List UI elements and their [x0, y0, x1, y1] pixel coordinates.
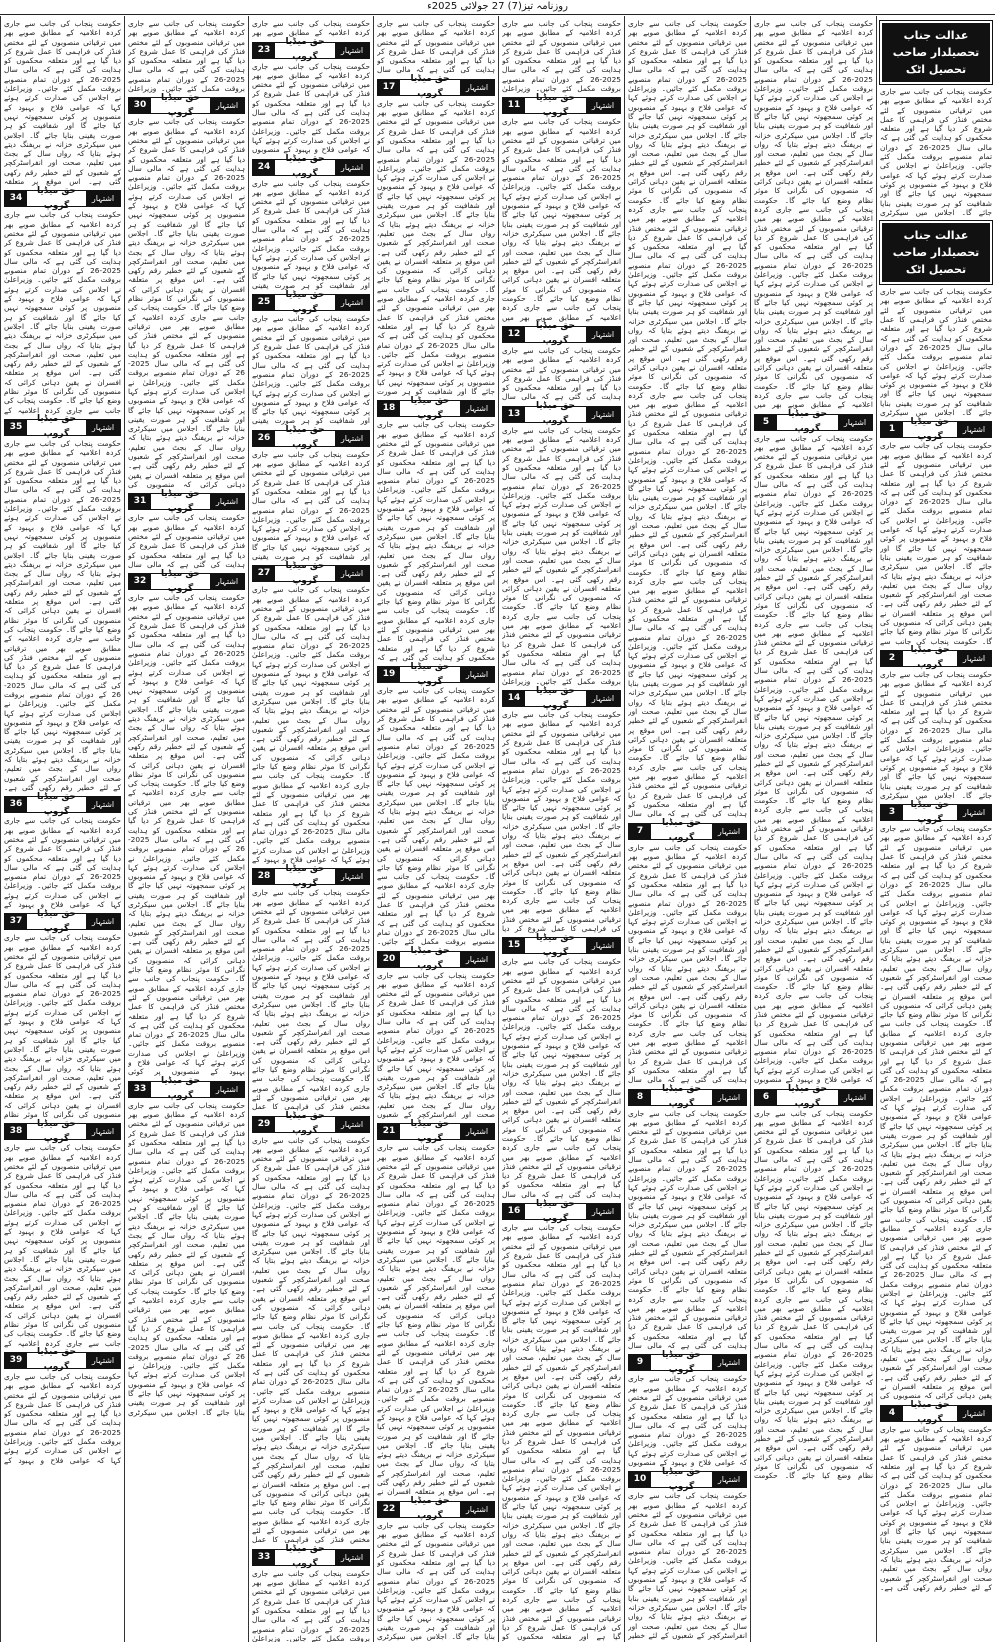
- ad-tag: اشتہار: [586, 407, 620, 422]
- ad-tag: اشتہار: [210, 1082, 244, 1097]
- article-text: حکومت پنجاب کی جانب سے جاری کردہ اعلامیہ کے مطابق صوبے بھر میں ترقیاتی منصوبوں کے لئے مختص فنڈز کی فراہمی کا عمل شروع کر دیا گیا ہے اور متعلقہ محکموں کو ہدایت کی گئی ہے کہ مالی سال 2025-26 کے دوران تمام منصوبے بروقت مکمل کئے جائیں۔ وزیراعلیٰ نے اجلاس کی صدارت کرتے ہوئے کہا کہ عوامی فلاح و بہبود کے منصوبوں پر کوئی سمجھوتہ نہیں کیا جائے گا اور شفافیت کو ہر صورت یقینی بنایا جائے گا۔ اجلاس میں سیکرٹری خزانہ نے بریفنگ دیتے ہوئے بتایا کہ رواں سال کے بجٹ میں تعلیم، صحت اور انفراسٹرکچر کے شعبوں کے لئے خطیر رقم رکھی گئی ہے۔ اس موقع پر متعلقہ افسران نے یقین دہانی کرائی کہ منصوبوں کی نگرانی کا موثر نظام وضع کیا جائے گا۔ حکومت پنجاب کی جانب سے جاری کردہ اعلامیہ کے مطابق صوبے بھر میں ترقیاتی منصوبوں کے لئے مختص فنڈز کی فراہمی کا عمل شروع کر دیا گیا ہے اور متعلقہ محکموں کو ہدایت کی گئی ہے کہ: [377, 420, 495, 662]
- article-text: حکومت پنجاب کی جانب سے جاری کردہ اعلامیہ کے مطابق صوبے بھر میں ترقیاتی منصوبوں کے لئے مختص فنڈز کی فراہمی کا عمل شروع کر دیا گیا ہے اور متعلقہ محکموں کو ہدایت کی گئی ہے کہ مالی سال 2025-26 کے دوران تمام منصوبے بروقت مکمل کئے جائیں۔ وزیراعلیٰ نے اجلاس کی صدارت کرتے ہوئے کہا کہ عوامی فلاح و بہبود کے: [4, 1371, 121, 1465]
- article-text: حکومت پنجاب کی جانب سے جاری کردہ اعلامیہ کے مطابق صوبے بھر میں ترقیاتی منصوبوں کے لئے مختص فنڈز کی فراہمی کا عمل شروع کر دیا گیا ہے اور متعلقہ محکموں کو ہدایت کی گئی ہے کہ مالی سال 2025-26 کے دوران تمام منصوبے بروقت مکمل کئے جائیں۔ وزیراعلیٰ نے اجلاس کی صدارت کرتے ہوئے کہا کہ عوامی فلاح و بہبود کے منصوبوں پر کوئی سمجھوتہ نہیں کیا جائے گا اور شفافیت کو ہر صورت یقینی بنایا جائے گا۔ اجلاس میں سیکرٹری خزانہ نے بریفنگ دیتے ہوئے بتایا کہ رواں سال کے بجٹ میں تعلیم، صحت اور انفراسٹرکچر کے شعبوں کے لئے خطیر رقم رکھی گئی ہے۔ اس موقع پر متعلقہ افسران نے یقین دہانی کرائی کہ منصوبوں کی نگرانی کا موثر نظام وضع کیا جائے گا۔ حکومت پنجاب کی جانب سے جاری کردہ اعلامیہ کے مطابق صوبے بھر میں ترقیاتی منصوبوں کے لئے مختص فنڈز کی فراہمی کا عمل: [252, 888, 370, 1112]
- ad-tag: اشتہار: [957, 422, 991, 437]
- ad-group-title: حق میڈیا گروپ: [410, 661, 450, 687]
- ad-tag: اشتہار: [335, 1117, 369, 1132]
- article-text: حکومت پنجاب کی جانب سے جاری کردہ اعلامیہ کے مطابق صوبے بھر میں ترقیاتی منصوبوں کے لئے مختص فنڈز کی فراہمی کا عمل شروع کر دیا گیا ہے اور متعلقہ محکموں کو ہدایت کی گئی ہے کہ مالی سال 2025-26 کے دوران تمام منصوبے بروقت مکمل کئے جائیں۔ وزیراعلیٰ نے اجلاس کی صدارت کرتے ہوئے کہا کہ عوامی فلاح و بہبود کے منصوبوں پر کوئی سمجھوتہ نہیں کیا جائے گا اور شفافیت کو ہر صورت یقینی بنایا جائے گا۔ اجلاس میں سیکرٹری خزانہ نے بریفنگ دیتے ہوئے بتایا کہ رواں سال کے بجٹ میں تعلیم، صحت اور انفراسٹرکچر کے شعبوں کے لئے خطیر رقم رکھی گئی ہے۔ اس موقع پر متعلقہ افسران نے یقین دہانی کرائی کہ منصوبوں کی نگرانی کا موثر نظام وضع کیا جائے گا۔ حکومت پنجاب کی جانب سے جاری کردہ اعلامیہ کے مطابق صوبے بھر میں ترقیاتی منصوبوں کے لئے مختص فنڈز کی فراہمی کا عمل شروع کر دیا گیا ہے اور متعلقہ محکموں کو ہدایت کی گئی ہے کہ مالی سال: [628, 1108, 747, 1351]
- newspaper-column: [876, 16, 995, 1642]
- ad-group-title: حق میڈیا گروپ: [37, 185, 76, 211]
- article-text: حکومت پنجاب کی جانب سے جاری کردہ اعلامیہ کے مطابق صوبے بھر میں ترقیاتی منصوبوں کے لئے مختص فنڈز کی فراہمی کا عمل شروع کر دیا گیا ہے اور متعلقہ محکموں کو ہدایت کی گئی ہے کہ مالی سال 2025-26 کے دوران تمام منصوبے بروقت مکمل کئے جائیں۔ وزیراعلیٰ نے اجلاس کی صدارت کرتے ہوئے کہا کہ عوامی فلاح و بہبود کے منصوبوں پر کوئی سمجھوتہ نہیں کیا جائے گا اور شفافیت کو ہر صورت یقینی بنایا جائے گا۔ اجلاس میں سیکرٹری: [880, 669, 992, 800]
- ad-group-title: حق میڈیا گروپ: [910, 645, 950, 671]
- ad-group-header: [128, 568, 245, 594]
- ad-group-title: حق میڈیا گروپ: [788, 409, 827, 435]
- ad-number: 29: [253, 1117, 275, 1132]
- ad-group-title: حق میڈیا گروپ: [910, 416, 950, 442]
- ad-number: 2: [881, 651, 903, 666]
- article-text: حکومت پنجاب کی جانب سے جاری کردہ اعلامیہ کے مطابق صوبے بھر میں ترقیاتی منصوبوں کے لئے مختص فنڈز کی فراہمی کا عمل شروع کر دیا گیا ہے اور متعلقہ محکموں کو ہدایت کی گئی ہے کہ مالی سال 2025-26 کے دوران تمام منصوبے بروقت مکمل کئے جائیں۔ وزیراعلیٰ نے اجلاس کی صدارت کرتے ہوئے کہا کہ عوامی فلاح و بہبود کے منصوبوں پر کوئی سمجھوتہ نہیں کیا جائے گا اور شفافیت کو ہر صورت یقینی بنایا جائے گا۔ اجلاس میں سیکرٹری خزانہ نے بریفنگ دیتے ہوئے بتایا کہ رواں سال کے بجٹ میں تعلیم، صحت اور انفراسٹرکچر کے شعبوں کے لئے خطیر رقم رکھی گئی ہے۔ اس موقع پر متعلقہ افسران نے یقین دہانی کرائی کہ منصوبوں کی نگرانی کا موثر نظام وضع کیا جائے گا۔ حکومت پنجاب کی جانب سے جاری کردہ اعلامیہ کے مطابق صوبے بھر میں ترقیاتی منصوبوں کے لئے مختص فنڈز کی فراہمی کا عمل شروع کر دیا گیا ہے اور متعلقہ محکموں کو ہدایت کی گئی ہے کہ مالی سال 2025-26 کے دوران تمام منصوبے بروقت مکمل کئے جائیں۔ وزیراعلیٰ نے اجلاس کی صدارت کرتے ہوئے کہا کہ عوامی فلاح و بہبود کے: [252, 585, 370, 864]
- ad-tag: اشتہار: [86, 1353, 120, 1368]
- ad-group-title: حق میڈیا گروپ: [285, 1111, 325, 1137]
- ad-group-header: [502, 685, 621, 711]
- article-text: حکومت پنجاب کی جانب سے جاری کردہ اعلامیہ کے مطابق صوبے بھر میں ترقیاتی منصوبوں کے لئے مختص فنڈز کی فراہمی کا عمل شروع کر دیا گیا ہے اور متعلقہ محکموں کو ہدایت کی گئی ہے کہ مالی سال 2025-26 کے دوران تمام منصوبے بروقت مکمل کئے جائیں۔ وزیراعلیٰ نے اجلاس کی صدارت کرتے ہوئے کہا کہ عوامی فلاح و بہبود کے منصوبوں پر کوئی سمجھوتہ نہیں کیا جائے گا اور شفافیت کو ہر صورت یقینی بنایا جائے گا۔ اجلاس میں سیکرٹری خزانہ نے بریفنگ دیتے ہوئے بتایا کہ رواں سال کے بجٹ میں تعلیم، صحت اور انفراسٹرکچر کے شعبوں کے لئے خطیر رقم رکھی گئی ہے۔: [880, 1424, 992, 1592]
- ad-tag: اشتہار: [460, 80, 494, 95]
- ad-group-header: [628, 1349, 747, 1375]
- ad-group-title: حق میڈیا گروپ: [410, 395, 450, 421]
- ad-group-header: [880, 799, 992, 825]
- article-text: حکومت پنجاب کی جانب سے جاری کردہ اعلامیہ کے مطابق صوبے بھر میں ترقیاتی منصوبوں کے لئے مختص فنڈز کی فراہمی کا عمل شروع کر دیا گیا ہے اور متعلقہ محکموں کو ہدایت کی گئی ہے کہ مالی سال: [377, 19, 495, 75]
- ad-group-header: [754, 409, 873, 435]
- article-text: حکومت پنجاب کی جانب سے جاری کردہ اعلامیہ کے مطابق صوبے بھر میں ترقیاتی منصوبوں کے لئے مختص فنڈز کی فراہمی کا عمل شروع کر دیا گیا ہے اور متعلقہ محکموں کو ہدایت کی گئی ہے کہ مالی سال 2025-26 کے دوران تمام منصوبے بروقت مکمل کئے جائیں۔ وزیراعلیٰ نے اجلاس کی صدارت کرتے ہوئے کہا کہ عوامی فلاح و بہبود کے منصوبوں پر کوئی سمجھوتہ نہیں کیا جائے گا اور شفافیت کو ہر صورت یقینی بنایا جائے گا۔ اجلاس میں سیکرٹری خزانہ نے بریفنگ دیتے ہوئے بتایا کہ رواں سال کے بجٹ میں تعلیم، صحت اور انفراسٹرکچر کے شعبوں کے لئے خطیر رقم رکھی گئی ہے۔ اس موقع پر متعلقہ افسران نے یقین دہانی کرائی کہ منصوبوں کی نگرانی کا موثر نظام وضع کیا جائے گا۔ حکومت پنجاب کی جانب سے جاری کردہ اعلامیہ کے مطابق صوبے بھر میں ترقیاتی منصوبوں کے لئے مختص فنڈز کی فراہمی کا عمل شروع کر دیا: [502, 710, 621, 933]
- ad-group-header: [502, 401, 621, 427]
- ad-number: 18: [378, 401, 400, 416]
- ad-tag: اشتہار: [335, 431, 369, 446]
- ad-group-header: [4, 1347, 121, 1373]
- ad-number: 26: [253, 431, 275, 446]
- ad-number: 37: [5, 914, 27, 929]
- ad-group-header: [128, 1076, 245, 1102]
- ad-tag: اشتہار: [460, 1502, 494, 1517]
- ad-number: 5: [755, 415, 777, 430]
- ad-number: 12: [503, 327, 525, 342]
- ad-number: 36: [5, 797, 27, 812]
- ad-group-title: حق میڈیا گروپ: [37, 1347, 76, 1373]
- ad-tag: اشتہار: [712, 1472, 746, 1487]
- ad-number: 8: [629, 1090, 651, 1105]
- ad-group-title: حق میڈیا گروپ: [536, 932, 575, 958]
- article-text: حکومت پنجاب کی جانب سے جاری کردہ اعلامیہ کے مطابق صوبے بھر میں ترقیاتی منصوبوں کے لئے مختص فنڈز کی فراہمی کا عمل شروع کر دیا گیا ہے اور متعلقہ محکموں کو ہدایت کی گئی ہے کہ مالی سال 2025-26 کے دوران تمام منصوبے بروقت مکمل کئے جائیں۔ وزیراعلیٰ نے اجلاس کی صدارت کرتے ہوئے کہا کہ عوامی فلاح و بہبود کے منصوبوں پر کوئی سمجھوتہ نہیں کیا جائے گا اور شفافیت کو ہر صورت یقینی بنایا جائے گا۔ اجلاس میں سیکرٹری خزانہ نے بریفنگ دیتے ہوئے بتایا کہ رواں سال کے بجٹ میں تعلیم، صحت اور انفراسٹرکچر کے شعبوں کے لئے خطیر رقم رکھی گئی ہے۔ اس موقع پر متعلقہ افسران نے یقین دہانی کرائی کہ منصوبوں کی نگرانی کا موثر نظام وضع کیا جائے گا۔ حکومت پنجاب کی جانب سے جاری کردہ اعلامیہ کے مطابق صوبے بھر میں ترقیاتی منصوبوں کے لئے مختص فنڈز کی فراہمی کا عمل شروع کر دیا گیا ہے اور متعلقہ محکموں کو ہدایت کی گئی ہے کہ مالی سال 2025-26 کے دوران تمام منصوبے بروقت مکمل کئے جائیں۔ وزیراعلیٰ نے اجلاس کی صدارت کرتے ہوئے کہا کہ عوامی فلاح و بہبود کے منصوبوں پر کوئی سمجھوتہ نہیں کیا جائے گا اور شفافیت کو ہر صورت یقینی بنایا جائے گا۔ اجلاس میں سیکرٹری خزانہ نے بریفنگ دیتے ہوئے بتایا کہ رواں سال کے بجٹ میں تعلیم، صحت اور انفراسٹرکچر کے شعبوں کے لئے خطیر رقم رکھی گئی ہے۔ اس موقع پر متعلقہ افسران نے یقین دہانی کرائی کہ منصوبوں کی نگرانی کا موثر نظام وضع کیا جائے گا۔ حکومت پنجاب کی جانب سے جاری کردہ اعلامیہ کے مطابق صوبے بھر میں: [754, 19, 873, 410]
- ad-group-title: حق میڈیا گروپ: [285, 425, 325, 451]
- article-text: حکومت پنجاب کی جانب سے جاری کردہ اعلامیہ کے مطابق صوبے بھر میں ترقیاتی منصوبوں کے لئے مختص فنڈز کی فراہمی کا عمل شروع کر دیا گیا ہے اور متعلقہ محکموں کو ہدایت کی گئی ہے کہ مالی سال 2025-26 کے دوران تمام منصوبے بروقت مکمل کئے جائیں۔ وزیراعلیٰ نے اجلاس کی صدارت کرتے ہوئے کہا کہ عوامی فلاح و بہبود کے منصوبوں پر کوئی سمجھوتہ نہیں کیا جائے گا اور شفافیت کو ہر صورت یقینی بنایا جائے گا۔ اجلاس میں سیکرٹری خزانہ نے بریفنگ دیتے ہوئے بتایا کہ رواں سال کے بجٹ میں تعلیم، صحت اور انفراسٹرکچر کے شعبوں کے لئے خطیر رقم رکھی گئی ہے۔ اس موقع پر متعلقہ افسران نے یقین دہانی کرائی کہ منصوبوں کی نگرانی کا موثر نظام وضع کیا جائے گا۔ حکومت پنجاب کی جانب سے جاری کردہ اعلامیہ کے مطابق صوبے بھر میں ترقیاتی منصوبوں کے لئے مختص فنڈز کی فراہمی کا عمل شروع کر دیا گیا ہے اور متعلقہ محکموں کو ہدایت کی گئی ہے کہ مالی سال 2025-26 کے دوران تمام منصوبے بروقت مکمل کئے جائیں۔ وزیراعلیٰ نے اجلاس کی صدارت کرتے ہوئے کہا کہ عوامی فلاح و بہبود کے منصوبوں پر کوئی سمجھوتہ نہیں کیا جائے گا اور شفافیت کو ہر صورت یقینی بنایا جائے گا۔ اجلاس میں سیکرٹری: [128, 1100, 245, 1417]
- ad-group-title: حق میڈیا گروپ: [410, 946, 450, 972]
- article-text: حکومت پنجاب کی جانب سے جاری کردہ اعلامیہ کے مطابق صوبے بھر میں ترقیاتی منصوبوں کے لئے مختص فنڈز کی فراہمی کا عمل شروع کر دیا گیا ہے اور متعلقہ محکموں کو ہدایت کی گئی ہے کہ مالی سال 2025-26 کے دوران تمام منصوبے بروقت مکمل کئے جائیں۔ وزیراعلیٰ نے اجلاس کی صدارت کرتے ہوئے کہا کہ عوامی فلاح و بہبود کے منصوبوں پر کوئی سمجھوتہ نہیں کیا جائے گا اور شفافیت کو ہر صورت یقینی بنایا جائے گا۔ اجلاس میں سیکرٹری خزانہ نے بریفنگ دیتے ہوئے بتایا کہ رواں سال کے بجٹ میں تعلیم، صحت اور انفراسٹرکچر کے شعبوں کے لئے خطیر رقم رکھی گئی ہے۔ اس موقع پر متعلقہ افسران نے یقین دہانی کرائی کہ منصوبوں کی نگرانی کا موثر نظام وضع کیا جائے گا۔ حکومت پنجاب کی جانب سے جاری کردہ اعلامیہ کے مطابق صوبے بھر میں ترقیاتی منصوبوں کے لئے مختص فنڈز کی فراہمی کا عمل شروع کر دیا گیا ہے اور متعلقہ محکموں کو ہدایت کی گئی ہے کہ مالی سال 2025-26 کے دوران تمام منصوبے بروقت مکمل کئے جائیں۔ وزیراعلیٰ: [502, 425, 621, 686]
- article-text: حکومت پنجاب کی جانب سے جاری کردہ اعلامیہ کے مطابق صوبے بھر میں ترقیاتی منصوبوں کے لئے مختص فنڈز کی فراہمی کا عمل شروع کر دیا گیا ہے اور متعلقہ محکموں کو ہدایت کی گئی ہے کہ مالی سال 2025-26 کے دوران تمام منصوبے بروقت مکمل کئے جائیں۔ وزیراعلیٰ نے اجلاس کی صدارت کرتے ہوئے کہا کہ عوامی فلاح و بہبود کے منصوبوں پر کوئی سمجھوتہ نہیں کیا جائے گا اور شفافیت کو ہر صورت یقینی بنایا جائے گا۔ اجلاس میں سیکرٹری خزانہ نے بریفنگ دیتے ہوئے بتایا کہ رواں سال کے بجٹ میں تعلیم، صحت اور انفراسٹرکچر کے شعبوں کے لئے خطیر رقم رکھی گئی ہے۔ اس موقع پر متعلقہ افسران نے یقین دہانی کرائی کہ منصوبوں کی نگرانی کا موثر نظام وضع کیا جائے گا۔ حکومت پنجاب کی جانب سے جاری کردہ اعلامیہ کے: [4, 1143, 121, 1348]
- ad-tag: اشتہار: [586, 1204, 620, 1219]
- ad-number: 33: [253, 1550, 275, 1565]
- ad-group-header: [754, 1084, 873, 1110]
- article-text: حکومت پنجاب کی جانب سے جاری کردہ اعلامیہ کے مطابق صوبے بھر میں ترقیاتی منصوبوں کے لئے مختص فنڈز کی فراہمی کا عمل شروع کر دیا گیا ہے اور متعلقہ محکموں کو ہدایت کی گئی ہے کہ مالی سال 2025-26 کے دوران تمام منصوبے بروقت مکمل کئے جائیں۔ وزیراعلیٰ نے اجلاس کی صدارت کرتے ہوئے کہا کہ عوامی فلاح و بہبود کے منصوبوں پر کوئی سمجھوتہ نہیں کیا جائے گا اور شفافیت کو ہر صورت یقینی بنایا جائے گا۔ اجلاس میں سیکرٹری خزانہ نے بریفنگ دیتے ہوئے بتایا کہ رواں سال کے بجٹ میں تعلیم، صحت اور انفراسٹرکچر کے شعبوں کے لئے خطیر رقم رکھی گئی ہے۔ اس موقع پر متعلقہ افسران نے یقین دہانی کرائی کہ منصوبوں کی نگرانی کا موثر نظام وضع کیا جائے گا۔ حکومت پنجاب کی جانب سے جاری کردہ اعلامیہ کے مطابق صوبے بھر میں ترقیاتی منصوبوں کے لئے مختص فنڈز کی فراہمی کا عمل شروع کر دیا گیا ہے اور متعلقہ محکموں کو ہدایت کی گئی ہے کہ مالی سال 2025-26 کے دوران تمام منصوبے بروقت مکمل کئے جائیں۔ وزیراعلیٰ نے اجلاس کی صدارت کرتے ہوئے کہا کہ عوامی فلاح و بہبود کے منصوبوں پر کوئی سمجھوتہ نہیں کیا جائے گا اور شفافیت کو ہر صورت یقینی بنایا جائے گا۔ اجلاس میں سیکرٹری خزانہ نے بریفنگ دیتے ہوئے بتایا کہ رواں سال کے بجٹ میں تعلیم، صحت اور انفراسٹرکچر کے شعبوں کے لئے خطیر رقم رکھی گئی ہے۔ اس موقع پر متعلقہ افسران نے یقین دہانی کرائی کہ منصوبوں کی نگرانی کا موثر نظام وضع کیا جائے گا۔ حکومت پنجاب کی جانب سے جاری کردہ اعلامیہ کے مطابق صوبے بھر میں ترقیاتی منصوبوں کے لئے مختص فنڈز کی فراہمی کا عمل شروع کر دیا گیا ہے اور متعلقہ محکموں کو ہدایت کی گئی ہے کہ مالی سال 2025-26 کے دوران تمام منصوبے بروقت مکمل کئے جائیں۔ وزیراعلیٰ نے اجلاس کی صدارت کرتے ہوئے کہا کہ عوامی فلاح و بہبود کے منصوبوں پر کوئی: [128, 593, 245, 1077]
- ad-number: 30: [129, 98, 151, 113]
- ad-group-header: [252, 37, 370, 63]
- ad-number: 7: [629, 824, 651, 839]
- ad-group-title: حق میڈیا گروپ: [285, 289, 325, 315]
- ad-group-title: حق میڈیا گروپ: [285, 560, 325, 586]
- ad-number: 15: [503, 938, 525, 953]
- ad-group-title: حق میڈیا گروپ: [536, 321, 575, 347]
- newspaper-column: [498, 16, 624, 1642]
- ad-group-title: حق میڈیا گروپ: [536, 1198, 575, 1224]
- ad-group-title: حق میڈیا گروپ: [161, 488, 200, 514]
- ad-group-header: [502, 1198, 621, 1224]
- ad-tag: اشتہار: [838, 415, 872, 430]
- ad-number: 13: [503, 407, 525, 422]
- ad-number: 28: [253, 869, 275, 884]
- ad-group-title: حق میڈیا گروپ: [161, 1076, 200, 1102]
- article-text: حکومت پنجاب کی جانب سے جاری کردہ اعلامیہ کے مطابق صوبے بھر میں ترقیاتی منصوبوں کے لئے مختص فنڈز کی فراہمی کا عمل شروع کر دیا گیا ہے اور متعلقہ محکموں کو ہدایت کی گئی ہے کہ مالی سال 2025-26 کے دوران تمام منصوبے بروقت مکمل کئے جائیں۔ وزیراعلیٰ نے اجلاس کی صدارت کرتے ہوئے کہا کہ عوامی فلاح و بہبود کے منصوبوں پر کوئی سمجھوتہ نہیں کیا جائے گا اور شفافیت کو ہر صورت یقینی: [252, 178, 370, 290]
- article-text: حکومت پنجاب کی جانب سے جاری کردہ اعلامیہ کے مطابق صوبے بھر میں ترقیاتی منصوبوں کے لئے مختص فنڈز کی فراہمی کا عمل شروع کر دیا گیا ہے اور متعلقہ محکموں کو ہدایت کی گئی ہے کہ مالی سال 2025-26 کے دوران تمام منصوبے بروقت مکمل کئے جائیں۔ وزیراعلیٰ نے اجلاس کی صدارت کرتے ہوئے کہا کہ عوامی فلاح و بہبود کے: [4, 816, 121, 910]
- ad-tag: اشتہار: [460, 401, 494, 416]
- article-text: حکومت پنجاب کی جانب سے جاری کردہ اعلامیہ کے مطابق صوبے بھر میں ترقیاتی منصوبوں کے لئے مختص فنڈز کی فراہمی کا عمل شروع کر دیا گیا ہے اور متعلقہ محکموں کو ہدایت کی گئی ہے کہ مالی سال 2025-26 کے دوران تمام منصوبے بروقت مکمل کئے جائیں۔ وزیراعلیٰ نے اجلاس کی صدارت کرتے ہوئے کہا کہ عوامی فلاح و بہبود کے منصوبوں پر کوئی سمجھوتہ نہیں کیا جائے گا اور شفافیت کو ہر صورت یقینی بنایا جائے گا۔ اجلاس میں سیکرٹری خزانہ نے بریفنگ دیتے ہوئے بتایا کہ رواں سال کے بجٹ میں تعلیم، صحت اور انفراسٹرکچر کے شعبوں کے لئے خطیر رقم رکھی گئی ہے۔ اس موقع پر متعلقہ افسران نے یقین دہانی کرائی کہ منصوبوں کی نگرانی کا موثر نظام وضع کیا جائے گا۔ حکومت پنجاب کی جانب سے جاری کردہ اعلامیہ کے مطابق صوبے بھر میں ترقیاتی منصوبوں کے لئے مختص فنڈز کی فراہمی کا عمل شروع کر دیا گیا ہے اور متعلقہ محکموں کو ہدایت کی گئی ہے کہ مالی سال 2025-26 کے دوران تمام منصوبے بروقت مکمل کئے جائیں۔ وزیراعلیٰ نے اجلاس کی صدارت کرتے ہوئے کہا کہ عوامی فلاح و بہبود کے منصوبوں پر کوئی سمجھوتہ نہیں کیا جائے گا اور شفافیت کو ہر صورت یقینی بنایا جائے گا۔ اجلاس میں سیکرٹری خزانہ نے بریفنگ دیتے ہوئے بتایا کہ رواں سال کے بجٹ میں تعلیم، صحت اور انفراسٹرکچر کے شعبوں کے لئے خطیر رقم رکھی گئی ہے۔ اس موقع پر متعلقہ افسران نے یقین دہانی کرائی کہ منصوبوں کی نگرانی کا موثر نظام وضع کیا جائے گا۔ حکومت پنجاب کی جانب سے جاری کردہ اعلامیہ کے مطابق صوبے بھر میں ترقیاتی منصوبوں کے لئے مختص فنڈز کی فراہمی کا عمل: [252, 1135, 370, 1545]
- ad-group-header: [4, 791, 121, 817]
- ad-group-title: حق میڈیا گروپ: [410, 1118, 450, 1144]
- ad-group-title: حق میڈیا گروپ: [285, 863, 325, 889]
- ad-group-header: [628, 1084, 747, 1110]
- article-text: حکومت پنجاب کی جانب سے جاری کردہ اعلامیہ کے مطابق صوبے بھر میں ترقیاتی منصوبوں کے لئے مختص فنڈز کی فراہمی کا عمل شروع کر دیا گیا ہے اور متعلقہ محکموں کو ہدایت کی گئی ہے کہ مالی سال 2025-26 کے دوران تمام منصوبے بروقت مکمل کئے جائیں۔ وزیراعلیٰ نے اجلاس کی صدارت کرتے ہوئے کہا کہ عوامی فلاح و بہبود کے منصوبوں پر کوئی سمجھوتہ نہیں کیا جائے گا اور شفافیت کو ہر صورت یقینی بنایا جائے گا۔ اجلاس میں سیکرٹری خزانہ نے بریفنگ دیتے ہوئے بتایا کہ رواں سال کے بجٹ میں تعلیم، صحت اور انفراسٹرکچر کے شعبوں کے لئے خطیر رقم رکھی گئی ہے۔ اس موقع پر متعلقہ افسران نے یقین دہانی کرائی کہ منصوبوں کی نگرانی کا موثر نظام وضع کیا جائے گا۔ حکومت پنجاب کی جانب سے جاری کردہ اعلامیہ کے مطابق صوبے بھر میں ترقیاتی منصوبوں کے لئے مختص فنڈز کی فراہمی کا عمل شروع کر دیا گیا ہے اور متعلقہ محکموں کو ہدایت کی گئی ہے کہ مالی سال 2025-26 کے دوران تمام منصوبے بروقت مکمل کئے جائیں۔ وزیراعلیٰ نے اجلاس کی صدارت کرتے ہوئے کہا کہ عوامی فلاح و بہبود کے منصوبوں پر کوئی سمجھوتہ نہیں کیا جائے گا اور شفافیت کو ہر صورت یقینی بنایا جائے گا۔ اجلاس میں سیکرٹری خزانہ نے بریفنگ دیتے ہوئے بتایا کہ رواں سال کے بجٹ میں تعلیم، صحت اور انفراسٹرکچر کے شعبوں کے لئے خطیر رقم رکھی گئی ہے۔ اس موقع پر متعلقہ افسران نے: [377, 1143, 495, 1497]
- ad-number: 3: [881, 805, 903, 820]
- newspaper-column: [124, 16, 248, 1642]
- ad-group-header: [128, 488, 245, 514]
- ad-group-header: [377, 74, 495, 100]
- ad-tag: اشتہار: [86, 191, 120, 206]
- article-text: حکومت پنجاب کی جانب سے جاری کردہ اعلامیہ کے مطابق صوبے بھر میں ترقیاتی منصوبوں کے لئے مختص فنڈز کی فراہمی کا عمل شروع کر دیا گیا ہے اور متعلقہ محکموں کو ہدایت کی گئی ہے کہ مالی سال 2025-26 کے دوران تمام منصوبے بروقت مکمل کئے جائیں۔ وزیراعلیٰ نے اجلاس کی صدارت کرتے ہوئے کہا کہ عوامی فلاح و بہبود کے منصوبوں پر کوئی سمجھوتہ نہیں کیا جائے گا اور شفافیت کو ہر صورت یقینی بنایا جائے گا۔ اجلاس میں سیکرٹری خزانہ نے بریفنگ دیتے ہوئے بتایا کہ رواں سال کے بجٹ میں تعلیم، صحت اور انفراسٹرکچر کے شعبوں کے لئے خطیر رقم رکھی گئی ہے۔ اس موقع پر متعلقہ افسران نے یقین دہانی کرائی کہ منصوبوں کی نگرانی کا موثر نظام: [4, 933, 121, 1120]
- ad-tag: اشتہار: [86, 1124, 120, 1139]
- ad-number: 31: [129, 494, 151, 509]
- article-text: حکومت پنجاب کی جانب سے جاری کردہ اعلامیہ کے مطابق صوبے بھر میں ترقیاتی منصوبوں کے لئے مختص فنڈز کی فراہمی کا عمل شروع کر دیا گیا ہے اور متعلقہ محکموں کو ہدایت کی گئی ہے کہ مالی سال 2025-26 کے دوران تمام منصوبے بروقت مکمل کئے جائیں۔ وزیراعلیٰ نے اجلاس کی صدارت کرتے ہوئے کہا کہ عوامی فلاح و بہبود کے منصوبوں پر کوئی سمجھوتہ نہیں کیا جائے گا اور شفافیت کو ہر صورت یقینی بنایا جائے گا۔ اجلاس میں سیکرٹری خزانہ نے بریفنگ دیتے ہوئے بتایا کہ رواں سال کے بجٹ میں تعلیم، صحت اور انفراسٹرکچر کے شعبوں کے لئے خطیر رقم رکھی گئی ہے۔ اس موقع پر متعلقہ افسران نے یقین دہانی کرائی کہ منصوبوں کی نگرانی کا موثر نظام وضع کیا جائے گا۔ حکومت پنجاب کی جانب سے جاری کردہ اعلامیہ کے مطابق صوبے بھر میں: [502, 117, 621, 322]
- ad-tag: اشتہار: [335, 43, 369, 58]
- ad-group-title: حق میڈیا گروپ: [37, 414, 76, 440]
- ad-number: 21: [378, 1124, 400, 1139]
- ad-group-header: [252, 1544, 370, 1570]
- ad-tag: اشتہار: [86, 914, 120, 929]
- ad-group-header: [502, 321, 621, 347]
- newspaper-column: [373, 16, 498, 1642]
- ad-tag: اشتہار: [335, 869, 369, 884]
- ad-number: 14: [503, 691, 525, 706]
- article-text: حکومت پنجاب کی جانب سے جاری کردہ اعلامیہ کے مطابق صوبے بھر میں ترقیاتی منصوبوں کے لئے مختص فنڈز کی فراہمی کا عمل شروع کر دیا گیا ہے اور متعلقہ محکموں کو ہدایت کی گئی ہے کہ مالی سال 2025-26 کے دوران تمام منصوبے بروقت مکمل کئے جائیں۔ وزیراعلیٰ نے اجلاس کی صدارت کرتے ہوئے کہا کہ عوامی فلاح و بہبود کے منصوبوں پر کوئی سمجھوتہ نہیں کیا جائے گا اور شفافیت کو ہر صورت یقینی بنایا جائے گا۔ اجلاس میں سیکرٹری خزانہ نے بریفنگ دیتے ہوئے بتایا کہ رواں سال کے بجٹ میں تعلیم، صحت اور انفراسٹرکچر کے شعبوں: [377, 970, 495, 1120]
- ad-group-header: [628, 1466, 747, 1492]
- newspaper-column: [750, 16, 876, 1642]
- ad-group-title: حق میڈیا گروپ: [536, 401, 575, 427]
- ad-tag: اشتہار: [335, 1550, 369, 1565]
- ad-group-title: حق میڈیا گروپ: [285, 154, 325, 180]
- ad-group-header: [377, 395, 495, 421]
- article-text: حکومت پنجاب کی جانب سے جاری کردہ اعلامیہ کے مطابق صوبے بھر میں ترقیاتی منصوبوں کے لئے مختص فنڈز کی فراہمی کا عمل شروع کر دیا گیا ہے اور متعلقہ محکموں کو ہدایت کی گئی ہے کہ مالی سال 2025-26 کے دوران تمام منصوبے بروقت مکمل کئے جائیں۔ وزیراعلیٰ نے اجلاس کی صدارت کرتے ہوئے کہا کہ عوامی فلاح و بہبود کے منصوبوں پر کوئی سمجھوتہ نہیں کیا جائے گا اور شفافیت کو ہر صورت یقینی بنایا جائے گا۔ اجلاس میں سیکرٹری خزانہ نے بریفنگ دیتے ہوئے بتایا کہ رواں سال کے بجٹ میں تعلیم، صحت اور انفراسٹرکچر کے شعبوں کے لئے خطیر: [628, 1491, 747, 1640]
- ad-tag: اشتہار: [712, 824, 746, 839]
- ad-tag: اشتہار: [957, 1406, 991, 1421]
- ad-tag: اشتہار: [210, 494, 244, 509]
- newspaper-column: [248, 16, 373, 1642]
- ad-group-title: حق میڈیا گروپ: [536, 685, 575, 711]
- ad-group-title: حق میڈیا گروپ: [662, 1466, 701, 1492]
- ad-group-header: [252, 425, 370, 451]
- ad-tag: اشتہار: [712, 1090, 746, 1105]
- article-text: حکومت پنجاب کی جانب سے جاری کردہ اعلامیہ کے مطابق صوبے بھر میں ترقیاتی منصوبوں کے لئے مختص فنڈز کی فراہمی کا عمل شروع کر دیا گیا ہے اور متعلقہ محکموں کو ہدایت کی گئی ہے کہ مالی سال 2025-26 کے دوران تمام منصوبے بروقت مکمل کئے جائیں۔ وزیراعلیٰ: [252, 1568, 370, 1642]
- article-text: حکومت پنجاب کی جانب سے جاری کردہ اعلامیہ کے مطابق صوبے بھر میں ترقیاتی منصوبوں کے لئے مختص فنڈز کی فراہمی کا عمل شروع کر دیا گیا ہے اور متعلقہ محکموں کو ہدایت کی گئی ہے کہ مالی سال 2025-26 کے دوران تمام منصوبے بروقت مکمل کئے جائیں۔ وزیراعلیٰ نے اجلاس کی صدارت کرتے ہوئے کہا کہ عوامی فلاح و بہبود کے منصوبوں پر کوئی سمجھوتہ نہیں کیا جائے گا اور شفافیت کو ہر صورت یقینی بنایا جائے گا۔ اجلاس میں سیکرٹری خزانہ نے بریفنگ دیتے ہوئے بتایا کہ رواں سال کے بجٹ میں تعلیم، صحت اور انفراسٹرکچر کے شعبوں کے لئے خطیر رقم رکھی گئی ہے۔ اس موقع پر متعلقہ افسران نے یقین دہانی کرائی کہ منصوبوں کی نگرانی کا موثر نظام وضع کیا جائے گا۔ حکومت پنجاب کی جانب سے جاری کردہ اعلامیہ کے مطابق صوبے بھر میں ترقیاتی منصوبوں کے لئے مختص فنڈز کی فراہمی کا عمل شروع کر دیا گیا ہے اور متعلقہ محکموں کو ہدایت کی گئی ہے کہ مالی سال 2025-26 کے دوران تمام منصوبے بروقت مکمل کئے جائیں۔ وزیراعلیٰ نے اجلاس کی صدارت کرتے ہوئے کہا کہ عوامی فلاح و بہبود کے منصوبوں پر کوئی سمجھوتہ نہیں کیا جائے گا اور شفافیت کو ہر صورت یقینی بنایا جائے گا۔ اجلاس میں سیکرٹری خزانہ نے بریفنگ دیتے ہوئے بتایا کہ رواں سال کے بجٹ میں تعلیم، صحت اور انفراسٹرکچر کے شعبوں کے لئے خطیر رقم رکھی گئی ہے۔ اس موقع پر متعلقہ افسران نے یقین دہانی کرائی کہ منصوبوں کی نگرانی کا موثر نظام وضع کیا جائے گا۔ حکومت پنجاب کی جانب سے جاری کردہ اعلامیہ کے مطابق صوبے بھر میں ترقیاتی منصوبوں کے لئے مختص فنڈز کی فراہمی کا عمل شروع کر دیا گیا ہے اور متعلقہ محکموں کو: [502, 1223, 621, 1642]
- article-text: حکومت پنجاب کی جانب سے جاری کردہ اعلامیہ کے مطابق صوبے بھر میں ترقیاتی منصوبوں کے لئے مختص فنڈز کی فراہمی کا عمل شروع کر دیا گیا ہے اور متعلقہ محکموں کو ہدایت کی گئی ہے کہ مالی سال 2025-26 کے دوران تمام منصوبے بروقت مکمل کئے جائیں۔ وزیراعلیٰ نے اجلاس کی صدارت کرتے ہوئے کہا کہ عوامی فلاح و بہبود کے منصوبوں پر کوئی سمجھوتہ نہیں کیا جائے گا اور شفافیت کو ہر صورت یقینی بنایا جائے گا۔ اجلاس میں سیکرٹری خزانہ نے بریفنگ دیتے ہوئے بتایا کہ رواں سال کے بجٹ میں تعلیم، صحت اور انفراسٹرکچر کے شعبوں کے لئے خطیر رقم رکھی گئی ہے۔ اس موقع پر متعلقہ افسران نے یقین دہانی کرائی کہ منصوبوں کی نگرانی کا موثر نظام وضع کیا جائے گا۔ حکومت پنجاب کی جانب سے جاری کردہ اعلامیہ کے: [4, 210, 121, 415]
- ad-tag: اشتہار: [335, 295, 369, 310]
- ad-tag: اشتہار: [586, 691, 620, 706]
- ad-number: 34: [5, 191, 27, 206]
- ad-number: 9: [629, 1355, 651, 1370]
- ad-group-header: [252, 560, 370, 586]
- ad-tag: اشتہار: [86, 797, 120, 812]
- ad-group-title: حق میڈیا گروپ: [161, 568, 200, 594]
- article-text: حکومت پنجاب کی جانب سے جاری کردہ اعلامیہ کے مطابق صوبے بھر میں ترقیاتی منصوبوں کے لئے مختص فنڈز کی فراہمی کا عمل شروع کر دیا گیا ہے اور متعلقہ محکموں کو ہدایت کی گئی ہے کہ مالی سال 2025-26 کے دوران تمام منصوبے بروقت مکمل کئے جائیں۔ وزیراعلیٰ نے اجلاس کی صدارت کرتے ہوئے کہا کہ عوامی فلاح و بہبود کے منصوبوں پر کوئی سمجھوتہ نہیں کیا جائے گا اور شفافیت کو ہر صورت یقینی بنایا جائے گا۔ اجلاس میں سیکرٹری خزانہ نے بریفنگ دیتے ہوئے بتایا کہ رواں سال کے بجٹ میں تعلیم، صحت اور انفراسٹرکچر کے شعبوں کے لئے خطیر رقم رکھی گئی ہے۔ اس موقع پر متعلقہ افسران نے یقین دہانی کرائی کہ منصوبوں کی نگرانی کا موثر نظام وضع کیا جائے گا۔ حکومت پنجاب کی جانب سے جاری کردہ اعلامیہ کے مطابق صوبے بھر میں ترقیاتی منصوبوں کے لئے مختص فنڈز کی فراہمی کا عمل شروع کر دیا گیا ہے اور متعلقہ محکموں کو ہدایت کی گئی ہے کہ مالی سال 2025-26 کے دوران تمام منصوبے بروقت مکمل کئے جائیں۔ وزیراعلیٰ نے اجلاس کی صدارت کرتے ہوئے کہا کہ عوامی فلاح و بہبود کے منصوبوں پر کوئی سمجھوتہ نہیں کیا جائے گا اور شفافیت کو ہر صورت یقینی بنایا جائے گا۔ اجلاس میں سیکرٹری خزانہ نے بریفنگ دیتے ہوئے بتایا کہ رواں سال کے بجٹ میں تعلیم، صحت اور انفراسٹرکچر کے شعبوں کے لئے خطیر رقم رکھی گئی ہے۔ اس موقع پر متعلقہ افسران نے یقین دہانی کرائی کہ منصوبوں کی نگرانی کا موثر نظام وضع کیا جائے گا۔ حکومت پنجاب کی جانب سے جاری کردہ اعلامیہ کے مطابق صوبے بھر میں ترقیاتی منصوبوں کے لئے مختص فنڈز کی فراہمی کا عمل شروع کر دیا گیا ہے اور متعلقہ محکموں کو ہدایت کی گئی ہے کہ مالی سال 2025-26 کے دوران تمام منصوبے بروقت مکمل کئے جائیں۔ وزیراعلیٰ نے اجلاس کی صدارت کرتے ہوئے کہا کہ عوامی فلاح و بہبود کے منصوبوں پر کوئی سمجھوتہ نہیں کیا جائے گا اور شفافیت کو ہر صورت یقینی بنایا جائے گا۔ اجلاس میں سیکرٹری خزانہ نے بریفنگ دیتے ہوئے بتایا کہ رواں سال کے بجٹ میں تعلیم، صحت اور انفراسٹرکچر کے شعبوں کے لئے خطیر رقم رکھی گئی ہے۔ اس موقع پر متعلقہ افسران نے یقین دہانی کرائی کہ منصوبوں کی نگرانی کا موثر نظام وضع کیا جائے گا۔ حکومت پنجاب کی جانب سے جاری کردہ اعلامیہ کے مطابق صوبے بھر میں ترقیاتی منصوبوں کے لئے مختص فنڈز کی فراہمی کا عمل شروع کر دیا گیا ہے اور متعلقہ محکموں کو ہدایت کی گئی ہے کہ مالی سال 2025-26 کے دوران تمام منصوبے بروقت مکمل کئے جائیں۔ وزیراعلیٰ نے اجلاس کی صدارت کرتے ہوئے کہا کہ عوامی فلاح و بہبود کے منصوبوں پر کوئی سمجھوتہ نہیں کیا جائے گا اور شفافیت کو ہر صورت یقینی بنایا جائے گا۔ اجلاس میں سیکرٹری خزانہ نے بریفنگ دیتے ہوئے بتایا کہ رواں سال کے بجٹ میں تعلیم، صحت اور انفراسٹرکچر کے شعبوں کے لئے خطیر رقم رکھی گئی ہے۔ اس موقع پر متعلقہ افسران نے یقین دہانی کرائی کہ منصوبوں کی نگرانی کا موثر نظام وضع کیا جائے گا۔ حکومت پنجاب کی جانب سے جاری کردہ اعلامیہ کے مطابق صوبے بھر میں ترقیاتی منصوبوں کے لئے مختص فنڈز کی فراہمی کا عمل شروع کر دیا گیا ہے اور متعلقہ محکموں کو ہدایت کی گئی ہے کہ مالی سال: [628, 19, 747, 819]
- ad-tag: اشتہار: [460, 952, 494, 967]
- article-text: حکومت پنجاب کی جانب سے جاری کردہ اعلامیہ کے مطابق صوبے بھر میں ترقیاتی منصوبوں کے لئے مختص فنڈز کی فراہمی کا عمل شروع کر دیا گیا ہے اور متعلقہ محکموں کو ہدایت کی گئی ہے کہ مالی سال 2025-26 کے دوران تمام منصوبے بروقت مکمل کئے جائیں۔ وزیراعلیٰ: [128, 19, 245, 94]
- ad-number: 6: [755, 1090, 777, 1105]
- article-text: حکومت پنجاب کی جانب سے جاری کردہ اعلامیہ کے مطابق صوبے بھر میں ترقیاتی منصوبوں کے لئے مختص فنڈز کی فراہمی کا عمل شروع کر دیا گیا ہے اور متعلقہ محکموں کو ہدایت کی گئی ہے کہ مالی سال 2025-26 کے دوران تمام منصوبے بروقت مکمل کئے جائیں۔ وزیراعلیٰ نے اجلاس کی صدارت کرتے ہوئے کہا کہ عوامی فلاح و بہبود کے منصوبوں پر کوئی سمجھوتہ نہیں کیا جائے گا اور شفافیت کو ہر صورت یقینی بنایا جائے گا۔ اجلاس میں سیکرٹری خزانہ نے بریفنگ دیتے ہوئے بتایا کہ رواں سال کے بجٹ میں تعلیم، صحت اور انفراسٹرکچر کے شعبوں کے لئے خطیر رقم رکھی گئی ہے۔ اس موقع پر متعلقہ افسران نے یقین دہانی کرائی کہ منصوبوں کی نگرانی کا موثر نظام وضع کیا جائے گا۔ حکومت پنجاب کی جانب سے جاری کردہ اعلامیہ کے مطابق صوبے بھر میں ترقیاتی منصوبوں کے لئے مختص فنڈز کی فراہمی کا عمل شروع کر دیا گیا ہے اور متعلقہ محکموں کو ہدایت کی گئی ہے کہ مالی سال 2025-26 کے دوران تمام منصوبے بروقت مکمل کئے جائیں۔ وزیراعلیٰ نے اجلاس کی صدارت کرتے ہوئے کہا کہ عوامی فلاح و بہبود کے منصوبوں پر کوئی سمجھوتہ نہیں کیا جائے گا اور شفافیت کو ہر صورت یقینی بنایا جائے گا۔ اجلاس میں سیکرٹری خزانہ نے بریفنگ دیتے ہوئے بتایا کہ رواں سال کے بجٹ میں تعلیم، صحت اور انفراسٹرکچر کے شعبوں کے لئے خطیر رقم رکھی گئی ہے۔ اس موقع پر متعلقہ افسران نے یقین دہانی کرائی کہ منصوبوں کی نگرانی کا موثر نظام وضع کیا جائے گا۔ حکومت پنجاب کی جانب سے جاری کردہ اعلامیہ کے مطابق صوبے بھر میں ترقیاتی منصوبوں کے لئے مختص فنڈز کی فراہمی کا عمل شروع کر دیا گیا ہے اور متعلقہ محکموں کو ہدایت کی گئی ہے کہ مالی سال 2025-26 کے دوران تمام منصوبے بروقت مکمل کئے جائیں۔ وزیراعلیٰ نے اجلاس کی صدارت کرتے ہوئے کہا کہ عوامی فلاح و بہبود کے منصوبوں پر کوئی سمجھوتہ نہیں کیا جائے گا اور شفافیت کو ہر صورت یقینی بنایا جائے گا۔ اجلاس میں سیکرٹری خزانہ نے بریفنگ دیتے ہوئے بتایا کہ رواں سال کے بجٹ میں تعلیم، صحت اور انفراسٹرکچر کے شعبوں کے لئے خطیر رقم رکھی گئی ہے۔ اس موقع پر متعلقہ افسران نے یقین دہانی کرائی کہ منصوبوں کی: [880, 824, 992, 1401]
- article-text: حکومت پنجاب کی جانب سے جاری کردہ اعلامیہ کے مطابق صوبے بھر میں ترقیاتی منصوبوں کے لئے مختص فنڈز کی فراہمی کا عمل شروع کر دیا گیا ہے اور متعلقہ محکموں کو ہدایت کی گئی ہے کہ مالی سال 2025-26 کے دوران تمام منصوبے بروقت مکمل کئے جائیں۔ وزیراعلیٰ نے اجلاس کی صدارت کرتے ہوئے کہا کہ عوامی فلاح و بہبود کے منصوبوں پر کوئی سمجھوتہ نہیں کیا جائے گا اور شفافیت کو ہر صورت یقینی: [252, 449, 370, 562]
- masthead-date-line: روزنامہ تیز(7) 27 جولائی 2025ء: [0, 0, 995, 15]
- ad-tag: اشتہار: [460, 1124, 494, 1139]
- ad-group-header: [377, 946, 495, 972]
- ad-group-header: [377, 1496, 495, 1522]
- newspaper-column: [624, 16, 750, 1642]
- ad-tag: اشتہار: [460, 667, 494, 682]
- ad-tag: اشتہار: [712, 1355, 746, 1370]
- article-text: حکومت پنجاب کی جانب سے جاری کردہ اعلامیہ کے مطابق صوبے بھر میں ترقیاتی منصوبوں کے لئے مختص فنڈز کی فراہمی کا عمل شروع کر دیا گیا ہے اور متعلقہ محکموں کو ہدایت کی گئی ہے کہ مالی سال 2025-26 کے دوران تمام منصوبے بروقت مکمل کئے جائیں۔ وزیراعلیٰ: [502, 19, 621, 94]
- article-text: حکومت پنجاب کی جانب سے جاری کردہ اعلامیہ کے مطابق صوبے بھر میں ترقیاتی منصوبوں کے لئے مختص فنڈز کی فراہمی کا عمل شروع کر دیا گیا ہے اور متعلقہ محکموں کو ہدایت کی گئی ہے کہ مالی سال 2025-26 کے دوران تمام منصوبے بروقت مکمل کئے جائیں۔ وزیراعلیٰ نے اجلاس کی صدارت کرتے ہوئے کہا کہ عوامی فلاح و بہبود کے منصوبوں پر کوئی سمجھوتہ نہیں کیا جائے گا اور شفافیت کو ہر صورت یقینی بنایا جائے گا۔ اجلاس میں سیکرٹری: [880, 87, 992, 217]
- article-text: حکومت پنجاب کی جانب سے جاری کردہ اعلامیہ کے مطابق صوبے بھر: [252, 19, 370, 38]
- court-notice-heading: عدالت جناب تحصیلدار صاحب تحصیل اٹک: [880, 221, 992, 284]
- ad-group-header: [4, 1118, 121, 1144]
- ad-group-title: حق میڈیا گروپ: [910, 799, 950, 825]
- ad-group-header: [252, 1111, 370, 1137]
- article-text: حکومت پنجاب کی جانب سے جاری کردہ اعلامیہ کے مطابق صوبے بھر میں ترقیاتی منصوبوں کے لئے مختص فنڈز کی فراہمی کا عمل شروع کر دیا گیا ہے اور متعلقہ محکموں کو ہدایت کی گئی ہے کہ مالی سال 2025-26 کے دوران تمام منصوبے بروقت مکمل کئے جائیں۔ وزیراعلیٰ نے اجلاس کی صدارت کرتے ہوئے کہا کہ عوامی فلاح و بہبود کے منصوبوں پر کوئی سمجھوتہ نہیں کیا جائے گا اور شفافیت کو ہر صورت یقینی بنایا جائے گا۔ اجلاس میں سیکرٹری خزانہ نے بریفنگ دیتے ہوئے بتایا کہ رواں سال کے بجٹ میں تعلیم، صحت اور انفراسٹرکچر کے شعبوں کے لئے خطیر رقم رکھی گئی ہے۔ اس موقع پر متعلقہ افسران نے یقین دہانی کرائی کہ منصوبوں کی نگرانی کا موثر نظام وضع کیا جائے گا۔ حکومت پنجاب کی جانب سے جاری کردہ اعلامیہ کے مطابق صوبے بھر میں ترقیاتی منصوبوں کے لئے مختص فنڈز کی فراہمی کا عمل شروع کر دیا گیا ہے اور متعلقہ محکموں کو ہدایت کی گئی ہے کہ مالی سال: [628, 842, 747, 1085]
- ad-number: 38: [5, 1124, 27, 1139]
- article-text: حکومت پنجاب کی جانب سے جاری کردہ اعلامیہ کے مطابق صوبے بھر میں ترقیاتی منصوبوں کے لئے مختص فنڈز کی فراہمی کا عمل شروع کر دیا گیا ہے اور متعلقہ محکموں کو ہدایت کی گئی ہے کہ مالی سال 2025-26 کے دوران تمام منصوبے بروقت مکمل کئے جائیں۔ وزیراعلیٰ نے اجلاس کی صدارت کرتے ہوئے کہا کہ عوامی فلاح و بہبود کے منصوبوں: [252, 61, 370, 155]
- article-text: حکومت پنجاب کی جانب سے جاری کردہ اعلامیہ کے مطابق صوبے بھر میں ترقیاتی منصوبوں کے لئے مختص فنڈز کی فراہمی کا عمل شروع کر دیا گیا ہے اور متعلقہ محکموں کو ہدایت کی گئی ہے کہ مالی سال 2025-26 کے دوران تمام منصوبے بروقت مکمل کئے جائیں۔ وزیراعلیٰ نے اجلاس کی صدارت کرتے ہوئے کہا کہ عوامی فلاح و بہبود کے منصوبوں پر کوئی سمجھوتہ نہیں کیا جائے گا اور شفافیت کو ہر صورت یقینی بنایا جائے گا۔ اجلاس میں سیکرٹری خزانہ نے بریفنگ دیتے ہوئے بتایا کہ رواں سال کے بجٹ میں تعلیم، صحت اور انفراسٹرکچر کے شعبوں کے لئے خطیر رقم رکھی گئی ہے۔ اس موقع پر متعلقہ افسران نے یقین دہانی کرائی کہ منصوبوں کی نگرانی کا موثر نظام وضع کیا جائے گا۔ حکومت پنجاب کی جانب سے جاری کردہ اعلامیہ کے مطابق صوبے بھر میں ترقیاتی منصوبوں کے لئے مختص فنڈز کی فراہمی کا عمل شروع کر دیا گیا ہے اور متعلقہ محکموں کو ہدایت کی گئی ہے کہ مالی سال 2025-26 کے دوران تمام منصوبے بروقت مکمل کئے جائیں۔ وزیراعلیٰ نے اجلاس کی صدارت کرتے ہوئے کہا کہ عوامی فلاح و بہبود کے منصوبوں پر کوئی سمجھوتہ نہیں کیا جائے گا اور شفافیت کو ہر صورت یقینی بنایا جائے گا۔ اجلاس میں سیکرٹری خزانہ نے بریفنگ دیتے ہوئے بتایا کہ رواں سال کے بجٹ میں تعلیم، صحت اور انفراسٹرکچر کے شعبوں کے لئے خطیر رقم رکھی گئی ہے۔ اس موقع پر متعلقہ افسران نے یقین دہانی کرائی کہ منصوبوں کی: [128, 117, 245, 489]
- ad-number: 10: [629, 1472, 651, 1487]
- article-text: حکومت پنجاب کی جانب سے جاری کردہ اعلامیہ کے مطابق صوبے بھر میں ترقیاتی منصوبوں کے لئے مختص فنڈز کی فراہمی کا عمل شروع کر دیا گیا ہے اور متعلقہ محکموں کو ہدایت کی گئی ہے کہ مالی سال 2025-26 کے دوران تمام منصوبے بروقت مکمل کئے جائیں۔ وزیراعلیٰ نے اجلاس کی صدارت کرتے ہوئے کہا کہ عوامی فلاح و بہبود کے منصوبوں پر کوئی سمجھوتہ نہیں کیا جائے گا اور شفافیت کو ہر صورت یقینی بنایا جائے گا۔ اجلاس میں سیکرٹری: [880, 287, 992, 418]
- ad-tag: اشتہار: [586, 938, 620, 953]
- article-text: حکومت پنجاب کی جانب سے جاری کردہ اعلامیہ کے مطابق صوبے بھر میں ترقیاتی منصوبوں کے لئے مختص فنڈز کی فراہمی کا عمل شروع کر دیا گیا ہے اور متعلقہ محکموں کو ہدایت کی گئی ہے کہ مالی سال 2025-26 کے دوران تمام منصوبے بروقت مکمل کئے جائیں۔ وزیراعلیٰ نے اجلاس کی صدارت کرتے ہوئے کہا کہ عوامی فلاح و بہبود کے منصوبوں پر کوئی سمجھوتہ نہیں کیا جائے گا اور شفافیت کو ہر صورت یقینی بنایا جائے گا۔ اجلاس میں سیکرٹری خزانہ نے بریفنگ دیتے ہوئے بتایا کہ رواں سال کے بجٹ میں تعلیم، صحت اور انفراسٹرکچر کے شعبوں کے لئے خطیر رقم رکھی گئی ہے۔ اس موقع پر متعلقہ افسران نے یقین دہانی کرائی کہ منصوبوں کی نگرانی کا موثر نظام وضع کیا جائے گا۔ حکومت پنجاب کی جانب سے جاری کردہ اعلامیہ کے مطابق صوبے بھر میں ترقیاتی منصوبوں کے لئے مختص فنڈز کی فراہمی کا عمل شروع کر دیا گیا ہے اور متعلقہ محکموں کو ہدایت کی گئی ہے کہ مالی سال 2025-26 کے دوران تمام منصوبے بروقت مکمل کئے جائیں۔ وزیراعلیٰ نے اجلاس کی صدارت کرتے ہوئے کہا کہ عوامی فلاح و بہبود کے منصوبوں پر کوئی سمجھوتہ نہیں کیا جائے گا اور شفافیت کو ہر صورت یقینی بنایا جائے گا۔ اجلاس میں سیکرٹری خزانہ نے بریفنگ دیتے ہوئے بتایا کہ رواں سال کے بجٹ میں تعلیم، صحت اور انفراسٹرکچر کے شعبوں کے لئے خطیر رقم رکھی گئی ہے۔ اس موقع پر متعلقہ افسران نے یقین دہانی کرائی کہ منصوبوں کی نگرانی کا موثر نظام وضع کیا جائے گا۔ حکومت: [754, 1108, 873, 1481]
- ad-group-header: [377, 661, 495, 687]
- ad-tag: اشتہار: [957, 651, 991, 666]
- ad-tag: اشتہار: [335, 566, 369, 581]
- ad-number: 19: [378, 667, 400, 682]
- ad-tag: اشتہار: [86, 420, 120, 435]
- ad-group-header: [4, 185, 121, 211]
- article-text: حکومت پنجاب کی جانب سے جاری کردہ اعلامیہ کے مطابق صوبے بھر میں ترقیاتی منصوبوں کے لئے مختص فنڈز کی فراہمی کا عمل شروع کر دیا گیا ہے اور متعلقہ محکموں کو ہدایت کی گئی ہے کہ مالی سال 2025-26 کے دوران تمام منصوبے بروقت مکمل کئے جائیں۔ وزیراعلیٰ نے اجلاس کی صدارت کرتے ہوئے کہا کہ عوامی فلاح و بہبود کے منصوبوں پر کوئی سمجھوتہ نہیں کیا جائے گا اور شفافیت کو ہر صورت یقینی بنایا جائے گا۔ اجلاس میں سیکرٹری خزانہ نے بریفنگ دیتے ہوئے بتایا کہ رواں سال کے بجٹ میں تعلیم، صحت اور انفراسٹرکچر کے شعبوں کے لئے خطیر رقم رکھی گئی ہے۔ اس موقع پر متعلقہ افسران نے یقین دہانی کرائی کہ منصوبوں کی نگرانی کا موثر نظام وضع کیا جائے گا۔ حکومت پنجاب کی جانب سے جاری کردہ اعلامیہ کے مطابق صوبے بھر میں ترقیاتی منصوبوں کے لئے مختص فنڈز کی فراہمی کا عمل شروع کر دیا گیا ہے اور متعلقہ محکموں کو ہدایت کی گئی ہے کہ مالی سال 2025-26 کے دوران تمام منصوبے بروقت مکمل کئے جائیں۔: [377, 686, 495, 947]
- ad-group-title: حق میڈیا گروپ: [410, 74, 450, 100]
- ad-group-header: [880, 416, 992, 442]
- ad-number: 27: [253, 566, 275, 581]
- article-text: حکومت پنجاب کی جانب سے جاری کردہ اعلامیہ کے مطابق صوبے بھر میں ترقیاتی منصوبوں کے لئے مختص فنڈز کی فراہمی کا عمل شروع کر دیا گیا ہے اور متعلقہ محکموں کو ہدایت کی گئی ہے کہ مالی سال 2025-26 کے دوران تمام منصوبے بروقت مکمل کئے جائیں۔ وزیراعلیٰ نے اجلاس کی صدارت کرتے ہوئے کہا کہ عوامی فلاح و بہبود کے منصوبوں: [628, 1374, 747, 1468]
- ad-group-title: حق میڈیا گروپ: [37, 791, 76, 817]
- ad-group-header: [252, 289, 370, 315]
- ad-tag: اشتہار: [957, 805, 991, 820]
- ad-tag: اشتہار: [838, 1090, 872, 1105]
- article-text: حکومت پنجاب کی جانب سے جاری کردہ اعلامیہ کے مطابق صوبے بھر میں ترقیاتی منصوبوں کے لئے مختص فنڈز کی فراہمی کا عمل شروع کر دیا گیا ہے اور متعلقہ محکموں کو ہدایت کی گئی ہے کہ مالی سال 2025-26 کے دوران تمام منصوبے بروقت مکمل کئے جائیں۔ وزیراعلیٰ نے اجلاس کی صدارت کرتے ہوئے کہا کہ عوامی فلاح و بہبود کے منصوبوں پر کوئی سمجھوتہ نہیں کیا جائے گا اور شفافیت کو ہر صورت یقینی بنایا جائے گا۔ اجلاس میں سیکرٹری خزانہ نے بریفنگ دیتے ہوئے بتایا کہ رواں سال کے بجٹ میں تعلیم، صحت اور انفراسٹرکچر کے شعبوں کے لئے خطیر رقم رکھی گئی ہے۔ اس موقع پر متعلقہ: [4, 19, 121, 187]
- court-notice-heading: عدالت جناب تحصیلدار صاحب تحصیل اٹک: [880, 21, 992, 84]
- ad-number: 25: [253, 295, 275, 310]
- ad-number: 22: [378, 1502, 400, 1517]
- ad-number: 11: [503, 98, 525, 113]
- ad-number: 4: [881, 1406, 903, 1421]
- ad-group-title: حق میڈیا گروپ: [285, 1544, 325, 1570]
- ad-group-title: حق میڈیا گروپ: [161, 92, 200, 118]
- ad-group-header: [628, 818, 747, 844]
- article-text: حکومت پنجاب کی جانب سے جاری کردہ اعلامیہ کے مطابق صوبے بھر میں ترقیاتی منصوبوں کے لئے مختص فنڈز کی فراہمی کا عمل شروع کر دیا گیا ہے اور متعلقہ محکموں کو ہدایت کی گئی ہے کہ مالی سال 2025-26 کے دوران تمام منصوبے بروقت مکمل کئے جائیں۔ وزیراعلیٰ نے اجلاس کی صدارت کرتے ہوئے کہا کہ عوامی فلاح و بہبود کے منصوبوں پر کوئی سمجھوتہ نہیں کیا جائے گا اور شفافیت کو ہر صورت یقینی بنایا جائے گا۔ اجلاس میں سیکرٹری خزانہ نے بریفنگ دیتے ہوئے بتایا کہ رواں سال کے بجٹ میں تعلیم، صحت اور انفراسٹرکچر کے شعبوں کے لئے خطیر رقم رکھی گئی ہے۔ اس موقع پر متعلقہ افسران نے یقین دہانی کرائی کہ منصوبوں کی نگرانی کا موثر نظام وضع کیا جائے گا۔ حکومت پنجاب کی جانب سے: [880, 441, 992, 646]
- ad-group-header: [502, 932, 621, 958]
- ad-group-title: حق میڈیا گروپ: [662, 1084, 701, 1110]
- ad-number: 33: [129, 1082, 151, 1097]
- ad-group-header: [502, 92, 621, 118]
- article-text: حکومت پنجاب کی جانب سے جاری کردہ اعلامیہ کے مطابق صوبے بھر میں ترقیاتی منصوبوں کے لئے مختص فنڈز کی فراہمی کا عمل شروع کر دیا گیا ہے اور متعلقہ محکموں کو ہدایت کی گئی ہے کہ مالی سال 2025-26 کے دوران تمام منصوبے بروقت مکمل کئے جائیں۔ وزیراعلیٰ نے اجلاس کی صدارت کرتے ہوئے کہا کہ عوامی فلاح و بہبود کے منصوبوں پر کوئی سمجھوتہ نہیں کیا جائے گا اور شفافیت کو ہر صورت یقینی بنایا جائے گا۔ اجلاس میں سیکرٹری خزانہ نے بریفنگ دیتے ہوئے بتایا کہ رواں سال کے بجٹ میں تعلیم، صحت اور انفراسٹرکچر کے شعبوں کے لئے خطیر رقم رکھی گئی ہے۔ اس موقع پر متعلقہ افسران نے یقین دہانی کرائی کہ منصوبوں کی نگرانی کا موثر نظام وضع کیا جائے گا۔ حکومت پنجاب کی جانب سے جاری کردہ اعلامیہ کے مطابق صوبے بھر میں ترقیاتی منصوبوں کے لئے مختص فنڈز کی فراہمی کا عمل شروع کر دیا گیا ہے اور متعلقہ محکموں کو ہدایت کی گئی ہے کہ مالی سال 2025-26 کے دوران تمام منصوبے بروقت مکمل کئے جائیں۔ وزیراعلیٰ نے اجلاس کی صدارت کرتے ہوئے کہا کہ عوامی فلاح و بہبود کے منصوبوں پر کوئی سمجھوتہ نہیں کیا جائے گا اور شفافیت کو ہر صورت یقینی بنایا جائے گا۔ اجلاس میں سیکرٹری خزانہ نے بریفنگ دیتے ہوئے بتایا کہ رواں سال کے بجٹ میں تعلیم، صحت اور انفراسٹرکچر کے شعبوں کے لئے خطیر رقم رکھی گئی ہے۔: [4, 438, 121, 792]
- ad-group-title: حق میڈیا گروپ: [410, 1496, 450, 1522]
- ad-tag: اشتہار: [586, 327, 620, 342]
- ad-tag: اشتہار: [335, 160, 369, 175]
- newspaper-column: [0, 16, 124, 1642]
- ad-group-header: [252, 863, 370, 889]
- article-text: حکومت پنجاب کی جانب سے جاری کردہ اعلامیہ کے مطابق صوبے بھر میں ترقیاتی منصوبوں کے لئے مختص فنڈز کی فراہمی کا عمل شروع کر دیا گیا ہے اور متعلقہ محکموں کو ہدایت کی گئی ہے کہ مالی سال 2025-26 کے دوران تمام منصوبے بروقت مکمل کئے جائیں۔ وزیراعلیٰ نے اجلاس کی صدارت کرتے ہوئے کہا کہ عوامی فلاح و بہبود کے منصوبوں پر کوئی سمجھوتہ نہیں کیا جائے گا اور شفافیت کو ہر صورت یقینی بنایا جائے گا۔ اجلاس میں سیکرٹری: [377, 1520, 495, 1642]
- ad-group-header: [128, 92, 245, 118]
- article-text: حکومت پنجاب کی جانب سے جاری کردہ اعلامیہ کے مطابق صوبے بھر میں ترقیاتی منصوبوں کے لئے مختص فنڈز کی فراہمی کا عمل شروع کر دیا گیا ہے اور متعلقہ محکموں کو ہدایت کی گئی ہے کہ مالی سال 2025-26 کے دوران تمام منصوبے بروقت مکمل کئے جائیں۔ وزیراعلیٰ نے اجلاس کی صدارت کرتے ہوئے کہا کہ عوامی فلاح و بہبود کے منصوبوں پر کوئی سمجھوتہ نہیں کیا جائے گا اور شفافیت کو ہر صورت یقینی بنایا جائے گا۔ اجلاس میں سیکرٹری خزانہ نے بریفنگ دیتے ہوئے بتایا کہ رواں سال کے بجٹ میں تعلیم، صحت اور انفراسٹرکچر کے شعبوں کے لئے خطیر رقم رکھی گئی ہے۔ اس موقع پر متعلقہ افسران نے یقین دہانی کرائی کہ منصوبوں کی نگرانی کا موثر نظام وضع کیا جائے گا۔ حکومت پنجاب کی جانب سے جاری کردہ اعلامیہ کے مطابق صوبے بھر میں ترقیاتی منصوبوں کے لئے مختص فنڈز کی فراہمی کا عمل شروع کر دیا گیا ہے اور متعلقہ محکموں کو ہدایت کی گئی ہے کہ مالی سال 2025-26 کے دوران تمام منصوبے بروقت مکمل کئے جائیں۔ وزیراعلیٰ نے اجلاس کی صدارت کرتے ہوئے کہا کہ عوامی فلاح و بہبود کے منصوبوں پر کوئی سمجھوتہ نہیں کیا جائے گا اور شفافیت کو ہر صورت: [377, 98, 495, 396]
- ad-group-header: [252, 154, 370, 180]
- ad-number: 23: [253, 43, 275, 58]
- ad-tag: اشتہار: [210, 574, 244, 589]
- ad-group-header: [880, 645, 992, 671]
- ad-group-title: حق میڈیا گروپ: [788, 1084, 827, 1110]
- article-text: حکومت پنجاب کی جانب سے جاری کردہ اعلامیہ کے مطابق صوبے بھر میں ترقیاتی منصوبوں کے لئے مختص فنڈز کی فراہمی کا عمل شروع کر دیا گیا ہے اور متعلقہ محکموں کو ہدایت کی گئی ہے کہ مالی سال 2025-26 کے دوران تمام منصوبے بروقت مکمل کئے جائیں۔ وزیراعلیٰ نے اجلاس کی صدارت کرتے ہوئے کہا کہ عوامی فلاح و بہبود کے منصوبوں پر کوئی سمجھوتہ نہیں کیا جائے گا اور شفافیت کو ہر صورت یقینی: [252, 314, 370, 426]
- ad-tag: اشتہار: [210, 98, 244, 113]
- ad-group-title: حق میڈیا گروپ: [37, 908, 76, 934]
- ad-number: 24: [253, 160, 275, 175]
- article-text: حکومت پنجاب کی جانب سے جاری کردہ اعلامیہ کے مطابق صوبے بھر میں ترقیاتی منصوبوں کے لئے مختص فنڈز کی فراہمی کا عمل شروع کر دیا گیا ہے اور متعلقہ محکموں کو ہدایت کی گئی ہے کہ مالی سال: [128, 513, 245, 569]
- ad-group-title: حق میڈیا گروپ: [285, 37, 325, 63]
- ad-group-header: [4, 414, 121, 440]
- ad-number: 32: [129, 574, 151, 589]
- ad-group-title: حق میڈیا گروپ: [910, 1400, 950, 1426]
- ad-number: 20: [378, 952, 400, 967]
- ad-group-header: [4, 908, 121, 934]
- article-text: حکومت پنجاب کی جانب سے جاری کردہ اعلامیہ کے مطابق صوبے بھر میں ترقیاتی منصوبوں کے لئے مختص فنڈز کی فراہمی کا عمل شروع کر دیا گیا ہے اور متعلقہ محکموں کو ہدایت کی گئی ہے کہ مالی سال 2025-26 کے دوران تمام منصوبے بروقت مکمل کئے جائیں۔ وزیراعلیٰ نے اجلاس کی صدارت کرتے ہوئے کہا کہ عوامی فلاح و بہبود کے منصوبوں پر کوئی سمجھوتہ نہیں کیا جائے گا اور شفافیت کو ہر صورت یقینی بنایا جائے گا۔ اجلاس میں سیکرٹری خزانہ نے بریفنگ دیتے ہوئے بتایا کہ رواں سال کے بجٹ میں تعلیم، صحت اور انفراسٹرکچر کے شعبوں کے لئے خطیر رقم رکھی گئی ہے۔ اس موقع پر متعلقہ افسران نے یقین دہانی کرائی کہ منصوبوں کی نگرانی کا موثر نظام وضع کیا جائے گا۔ حکومت پنجاب کی جانب سے جاری کردہ اعلامیہ کے مطابق صوبے بھر میں ترقیاتی منصوبوں کے لئے مختص فنڈز کی فراہمی کا عمل شروع کر دیا گیا ہے اور متعلقہ محکموں کو ہدایت کی گئی ہے کہ مالی سال: [502, 957, 621, 1199]
- ad-group-title: حق میڈیا گروپ: [37, 1118, 76, 1144]
- ad-number: 1: [881, 422, 903, 437]
- ad-number: 35: [5, 420, 27, 435]
- article-text: حکومت پنجاب کی جانب سے جاری کردہ اعلامیہ کے مطابق صوبے بھر میں ترقیاتی منصوبوں کے لئے مختص فنڈز کی فراہمی کا عمل شروع کر دیا گیا ہے اور متعلقہ محکموں کو ہدایت کی گئی ہے کہ مالی سال: [502, 345, 621, 402]
- ad-number: 39: [5, 1353, 27, 1368]
- ad-group-title: حق میڈیا گروپ: [536, 92, 575, 118]
- ad-group-header: [377, 1118, 495, 1144]
- ad-number: 17: [378, 80, 400, 95]
- ad-group-title: حق میڈیا گروپ: [662, 1349, 701, 1375]
- article-text: حکومت پنجاب کی جانب سے جاری کردہ اعلامیہ کے مطابق صوبے بھر میں ترقیاتی منصوبوں کے لئے مختص فنڈز کی فراہمی کا عمل شروع کر دیا گیا ہے اور متعلقہ محکموں کو ہدایت کی گئی ہے کہ مالی سال 2025-26 کے دوران تمام منصوبے بروقت مکمل کئے جائیں۔ وزیراعلیٰ نے اجلاس کی صدارت کرتے ہوئے کہا کہ عوامی فلاح و بہبود کے منصوبوں پر کوئی سمجھوتہ نہیں کیا جائے گا اور شفافیت کو ہر صورت یقینی بنایا جائے گا۔ اجلاس میں سیکرٹری خزانہ نے بریفنگ دیتے ہوئے بتایا کہ رواں سال کے بجٹ میں تعلیم، صحت اور انفراسٹرکچر کے شعبوں کے لئے خطیر رقم رکھی گئی ہے۔ اس موقع پر متعلقہ افسران نے یقین دہانی کرائی کہ منصوبوں کی نگرانی کا موثر نظام وضع کیا جائے گا۔ حکومت پنجاب کی جانب سے جاری کردہ اعلامیہ کے مطابق صوبے بھر میں ترقیاتی منصوبوں کے لئے مختص فنڈز کی فراہمی کا عمل شروع کر دیا گیا ہے اور متعلقہ محکموں کو ہدایت کی گئی ہے کہ مالی سال 2025-26 کے دوران تمام منصوبے بروقت مکمل کئے جائیں۔ وزیراعلیٰ نے اجلاس کی صدارت کرتے ہوئے کہا کہ عوامی فلاح و بہبود کے منصوبوں پر کوئی سمجھوتہ نہیں کیا جائے گا اور شفافیت کو ہر صورت یقینی بنایا جائے گا۔ اجلاس میں سیکرٹری خزانہ نے بریفنگ دیتے ہوئے بتایا کہ رواں سال کے بجٹ میں تعلیم، صحت اور انفراسٹرکچر کے شعبوں کے لئے خطیر رقم رکھی گئی ہے۔ اس موقع پر متعلقہ افسران نے یقین دہانی کرائی کہ منصوبوں کی نگرانی کا موثر نظام وضع کیا جائے گا۔ حکومت پنجاب کی جانب سے جاری کردہ اعلامیہ کے مطابق صوبے بھر میں ترقیاتی منصوبوں کے لئے مختص فنڈز کی فراہمی کا عمل شروع کر دیا گیا ہے اور متعلقہ محکموں کو ہدایت کی گئی ہے کہ مالی سال 2025-26 کے دوران تمام منصوبے بروقت مکمل کئے جائیں۔ وزیراعلیٰ نے اجلاس کی صدارت کرتے ہوئے کہا کہ عوامی فلاح و بہبود کے منصوبوں پر کوئی سمجھوتہ نہیں کیا جائے گا اور شفافیت کو ہر صورت یقینی بنایا جائے گا۔ اجلاس میں سیکرٹری خزانہ نے بریفنگ دیتے ہوئے بتایا کہ رواں سال کے بجٹ میں تعلیم، صحت اور انفراسٹرکچر کے شعبوں کے لئے خطیر رقم رکھی گئی ہے۔ اس موقع پر متعلقہ افسران نے یقین دہانی کرائی کہ منصوبوں کی نگرانی کا موثر نظام وضع کیا جائے گا۔ حکومت پنجاب کی جانب سے جاری کردہ اعلامیہ کے مطابق صوبے بھر میں ترقیاتی منصوبوں کے لئے مختص فنڈز کی فراہمی کا عمل شروع کر دیا گیا ہے اور متعلقہ محکموں کو ہدایت کی گئی ہے کہ مالی سال 2025-26 کے دوران تمام منصوبے بروقت مکمل کئے جائیں۔ وزیراعلیٰ نے اجلاس کی صدارت کرتے ہوئے کہا کہ عوامی فلاح و بہبود کے منصوبوں: [754, 433, 873, 1085]
- ad-group-header: [880, 1400, 992, 1426]
- ad-group-title: حق میڈیا گروپ: [662, 818, 701, 844]
- ad-number: 16: [503, 1204, 525, 1219]
- ad-tag: اشتہار: [586, 98, 620, 113]
